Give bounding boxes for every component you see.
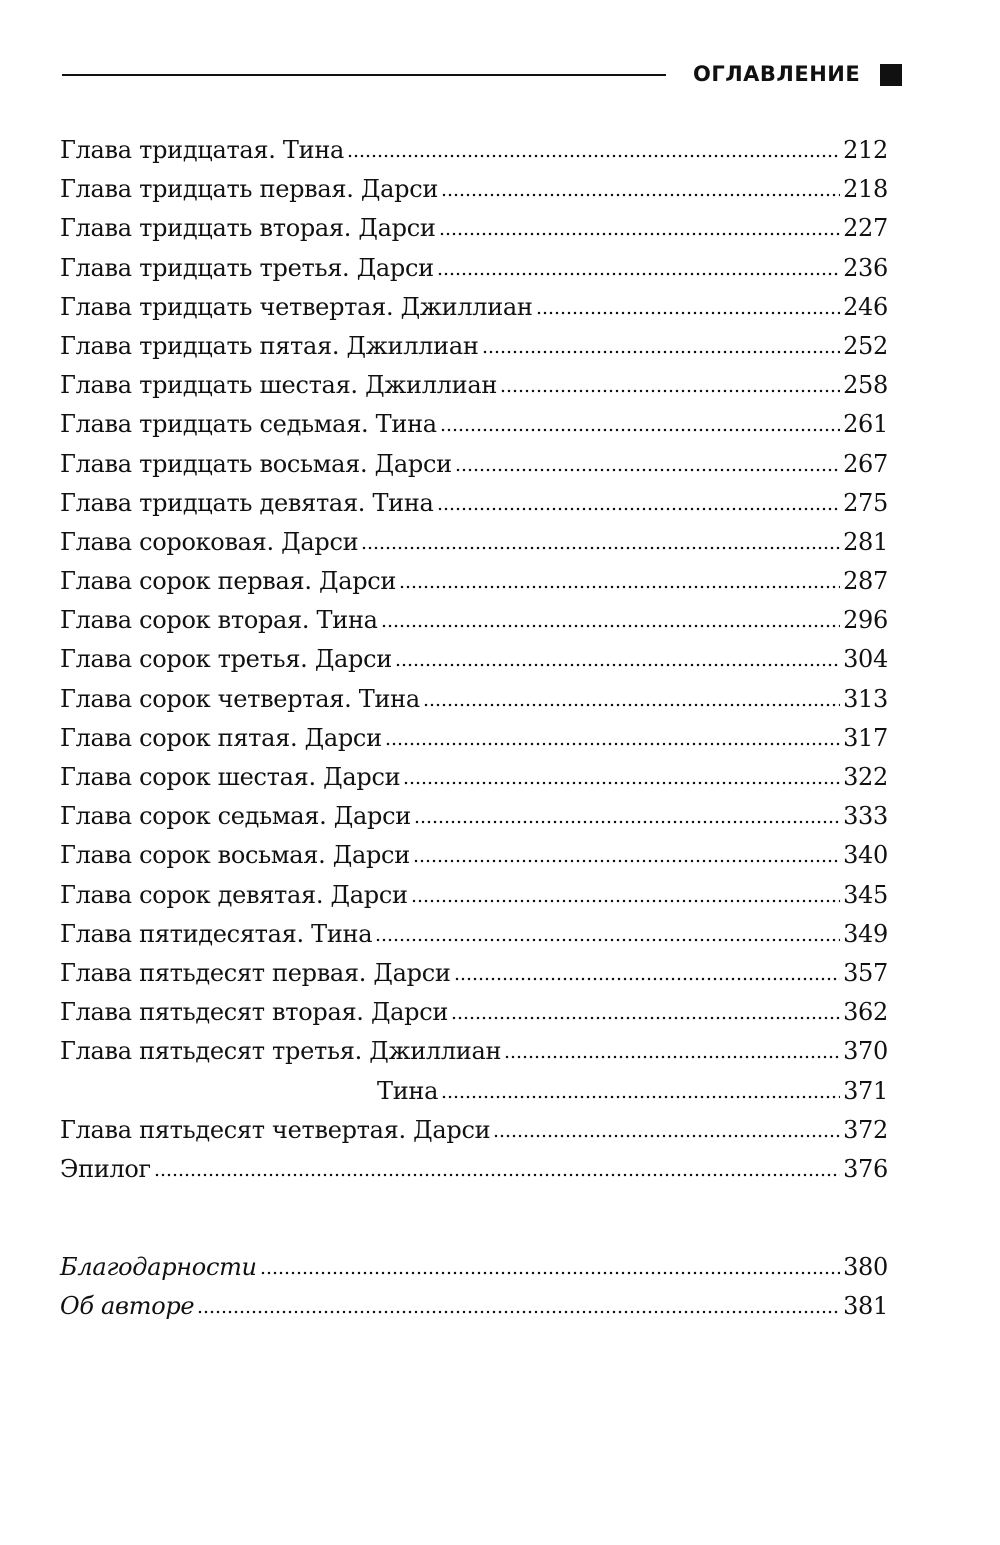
toc-entry — [60, 881, 888, 920]
entry-page-number: 372 — [843, 1115, 888, 1144]
entry-page-number: 381 — [843, 1292, 888, 1321]
entry-title: Об авторе — [60, 1292, 195, 1321]
dot-leader — [482, 350, 841, 354]
dot-leader — [454, 977, 841, 981]
entry-title: Глава тридцать вторая. Дарси — [60, 214, 436, 243]
dot-leader — [441, 1095, 840, 1099]
dot-leader — [154, 1173, 840, 1177]
entry-page-number: 287 — [843, 567, 888, 596]
dot-leader — [395, 663, 840, 667]
entry-page-number: 313 — [843, 684, 888, 713]
entry-page-number: 246 — [843, 292, 888, 321]
entry-title: Глава сорок четвертая. Тина — [60, 684, 420, 713]
dot-leader — [439, 232, 841, 236]
toc-entry — [60, 332, 888, 371]
dot-leader — [455, 468, 840, 472]
toc-entry — [60, 214, 888, 253]
toc-entry — [60, 450, 888, 489]
entry-page-number: 362 — [843, 998, 888, 1027]
entry-title: Глава пятьдесят четвертая. Дарси — [60, 1115, 491, 1144]
entry-page-number: 281 — [843, 527, 888, 556]
dot-leader — [441, 193, 840, 197]
toc-entry — [60, 645, 888, 684]
toc-entry — [60, 685, 888, 724]
entry-title: Глава сорок вторая. Тина — [60, 606, 378, 635]
toc-entry — [60, 1037, 888, 1076]
toc-entry — [60, 998, 888, 1037]
dot-leader — [375, 938, 840, 942]
entry-title: Глава пятидесятая. Тина — [60, 919, 373, 948]
entry-title: Эпилог — [60, 1154, 151, 1183]
toc-entry — [60, 1077, 888, 1116]
entry-title: Глава сорок восьмая. Дарси — [60, 841, 410, 870]
entry-title: Глава тридцать седьмая. Тина — [60, 410, 437, 439]
toc-entry — [60, 567, 888, 606]
toc-entry — [60, 410, 888, 449]
dot-leader — [493, 1134, 840, 1138]
entry-title: Тина — [377, 1076, 439, 1105]
page-title: ОГЛАВЛЕНИЕ — [693, 62, 861, 86]
dot-leader — [411, 899, 840, 903]
dot-leader — [347, 154, 840, 158]
dot-leader — [399, 585, 840, 589]
entry-page-number: 317 — [843, 723, 888, 752]
entry-title: Глава тридцатая. Тина — [60, 136, 345, 164]
entry-title: Глава тридцать четвертая. Джиллиан — [60, 292, 533, 321]
entry-page-number: 275 — [843, 488, 888, 517]
entry-page-number: 333 — [843, 802, 888, 831]
toc-entry — [60, 959, 888, 998]
dot-leader — [437, 507, 841, 511]
dot-leader — [260, 1271, 840, 1275]
entry-page-number: 340 — [843, 841, 888, 870]
entry-title: Глава тридцать девятая. Тина — [60, 488, 434, 517]
entry-title: Глава сорок девятая. Дарси — [60, 880, 408, 909]
entry-title: Благодарности — [60, 1253, 257, 1282]
dot-leader — [361, 546, 840, 550]
toc-entry — [60, 371, 888, 410]
toc-entry — [60, 1253, 888, 1292]
entry-title: Глава пятьдесят первая. Дарси — [60, 958, 451, 987]
toc-entry — [60, 763, 888, 802]
toc-entry — [60, 293, 888, 332]
entry-page-number: 304 — [843, 645, 888, 674]
entry-page-number: 376 — [843, 1154, 888, 1183]
entry-title: Глава сорок третья. Дарси — [60, 645, 392, 674]
entry-page-number: 345 — [843, 880, 888, 909]
entry-title: Глава пятьдесят вторая. Дарси — [60, 998, 449, 1027]
dot-leader — [413, 859, 840, 863]
header-square-mark — [880, 64, 902, 86]
toc-entry — [60, 841, 888, 880]
entry-title: Глава сорок пятая. Дарси — [60, 723, 382, 752]
entry-title: Глава тридцать третья. Дарси — [60, 253, 434, 282]
entry-page-number: 212 — [843, 136, 888, 164]
dot-leader — [500, 389, 840, 393]
toc-entry — [60, 136, 888, 175]
entry-page-number: 258 — [843, 371, 888, 400]
dot-leader — [381, 624, 840, 628]
entry-title: Глава тридцать первая. Дарси — [60, 175, 439, 204]
entry-page-number: 261 — [843, 410, 888, 439]
entry-page-number: 218 — [843, 175, 888, 204]
entry-page-number: 322 — [843, 763, 888, 791]
toc-entry — [60, 920, 888, 959]
dot-leader — [197, 1310, 840, 1314]
dot-leader — [414, 820, 840, 824]
entry-page-number: 349 — [843, 919, 888, 948]
dot-leader — [536, 311, 840, 315]
dot-leader — [423, 703, 840, 707]
entry-title: Глава тридцать восьмая. Дарси — [60, 449, 452, 478]
entry-title: Глава сороковая. Дарси — [60, 527, 359, 556]
dot-leader — [504, 1055, 840, 1059]
entry-page-number: 267 — [843, 449, 888, 478]
entry-title: Глава сорок шестая. Дарси — [60, 763, 401, 791]
toc-entry — [60, 175, 888, 214]
dot-leader — [451, 1016, 840, 1020]
toc-entry — [60, 528, 888, 567]
dot-leader — [385, 742, 840, 746]
toc-entry — [60, 1116, 888, 1155]
entry-title: Глава пятьдесят третья. Джиллиан — [60, 1037, 502, 1066]
toc-entry — [60, 1155, 888, 1194]
entry-page-number: 370 — [843, 1037, 888, 1066]
dot-leader — [437, 272, 840, 276]
entry-title: Глава сорок седьмая. Дарси — [60, 802, 411, 831]
table-of-contents — [60, 136, 888, 1331]
entry-page-number: 380 — [843, 1253, 888, 1282]
entry-page-number: 252 — [843, 331, 888, 360]
toc-entry — [60, 724, 888, 763]
header-rule — [62, 74, 666, 76]
entry-page-number: 236 — [843, 253, 888, 282]
spacer — [60, 1194, 888, 1253]
toc-entry — [60, 254, 888, 293]
entry-page-number: 227 — [843, 214, 888, 243]
dot-leader — [440, 428, 840, 432]
toc-entry — [60, 489, 888, 528]
entry-title: Глава сорок первая. Дарси — [60, 567, 397, 596]
dot-leader — [403, 781, 840, 785]
entry-page-number: 296 — [843, 606, 888, 635]
entry-title: Глава тридцать пятая. Джиллиан — [60, 331, 479, 360]
toc-entry — [60, 606, 888, 645]
entry-title: Глава тридцать шестая. Джиллиан — [60, 371, 498, 400]
entry-page-number: 357 — [843, 958, 888, 987]
toc-entry — [60, 1292, 888, 1331]
toc-entry — [60, 802, 888, 841]
entry-page-number: 371 — [843, 1076, 888, 1105]
